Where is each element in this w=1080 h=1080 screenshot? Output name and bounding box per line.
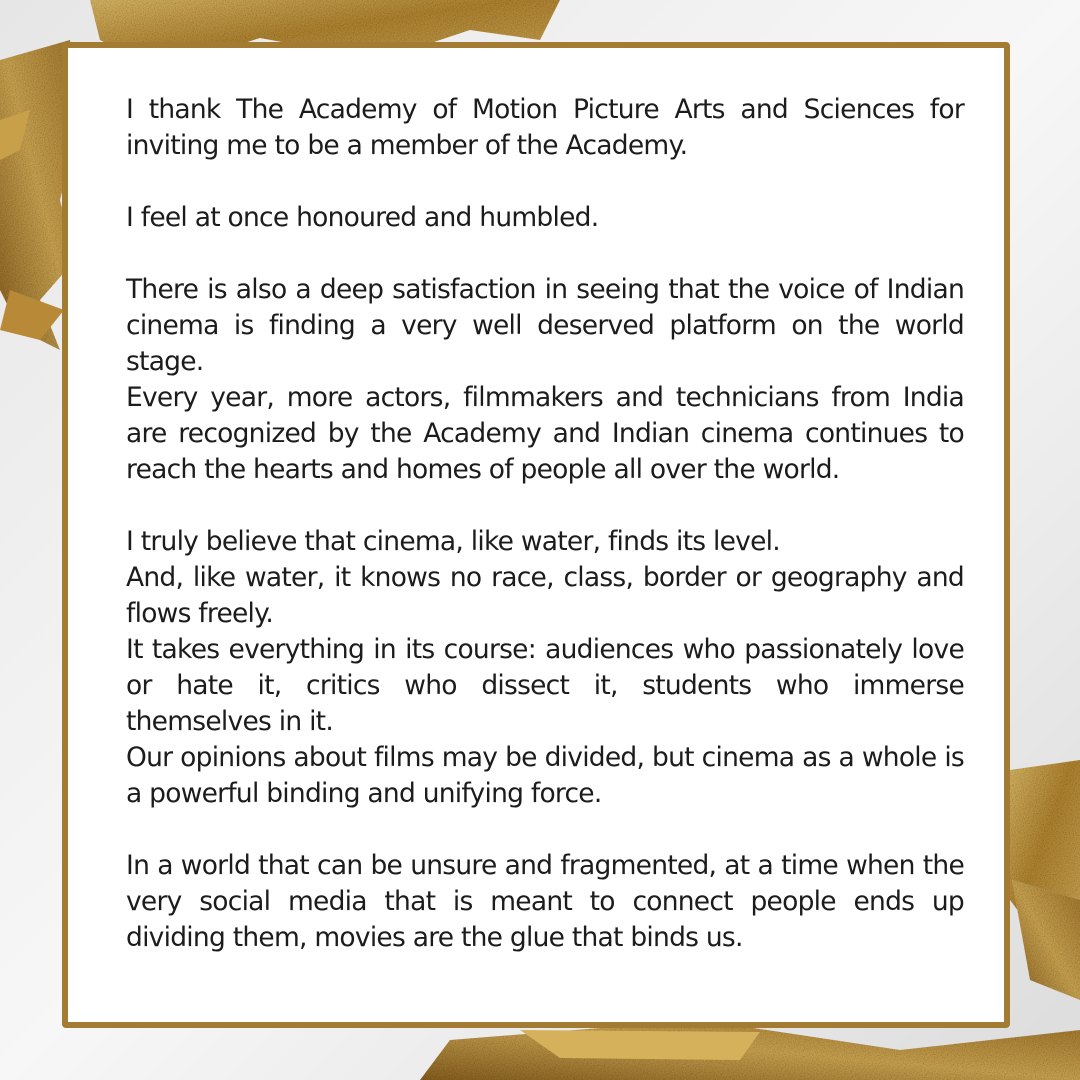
statement-paragraph: Our opinions about films may be divided, but cinema as a whole is a powerful binding and unifying force. <box>126 742 964 809</box>
statement-body <box>126 92 964 956</box>
statement-paragraph: I feel at once honoured and humbled. <box>126 202 599 233</box>
statement-card <box>62 42 1010 1028</box>
statement-paragraph: I truly believe that cinema, like water, finds its level. <box>126 526 780 557</box>
statement-paragraph: I thank The Academy of Motion Picture Arts and Sciences for inviting me to be a member of the Academy. <box>126 94 964 161</box>
statement-paragraph: And, like water, it knows no race, class, border or geography and flows freely. <box>126 562 964 629</box>
statement-paragraph: In a world that can be unsure and fragmented, at a time when the very social media that is meant to connect people ends up dividing them, movies are the glue that binds us. <box>126 850 964 953</box>
statement-paragraph: There is also a deep satisfaction in seeing that the voice of Indian cinema is finding a very well deserved platform on the world stage. <box>126 274 964 377</box>
statement-paragraph: Every year, more actors, filmmakers and technicians from India are recognized by the Academy and Indian cinema continues to reach the hearts and homes of people all over the world. <box>126 382 964 485</box>
statement-paragraph: It takes everything in its course: audiences who passionately love or hate it, critics who dissect it, students who immerse themselves in it. <box>126 634 964 737</box>
